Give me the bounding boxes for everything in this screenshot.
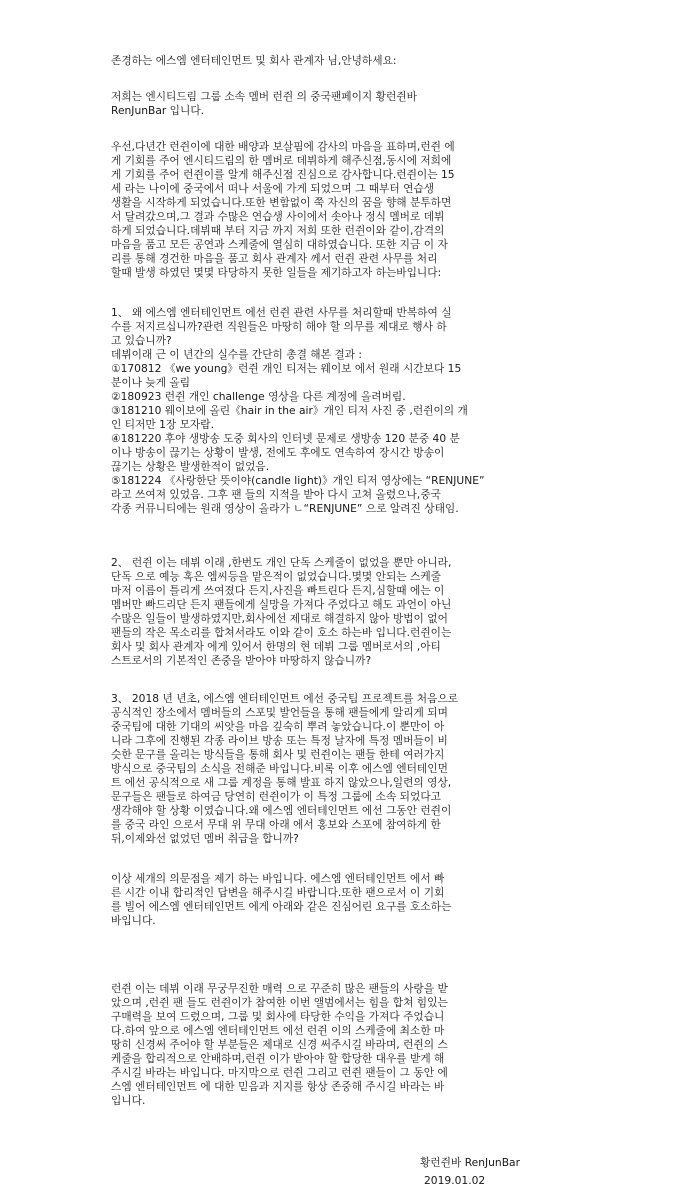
section1-line: 끊기는 상황은 발생한적이 없었음.: [111, 460, 270, 473]
section1-line: 각종 커뮤니티에는 원래 영상이 올라가 ㄴ“RENJUNE” 으로 알려진 상태임.: [111, 502, 459, 515]
section1-line: ①170812 《we young》런쥔 개인 티저는 웨이보 에서 원래 시간보다 15: [111, 362, 462, 375]
request-line: 를 빌어 에스엠 엔터테인먼트 에게 아래와 같은 진심어린 요구를 호소하는: [111, 900, 452, 913]
section1-line: ④181220 후야 생방송 도중 회사의 인터넷 문제로 생방송 120 분중 40 분: [111, 432, 460, 445]
closing-line: 았으며 ,런쥔 팬 들도 런쥔이가 참여한 이번 앨범에서는 힘을 합쳐 힘있는: [111, 996, 448, 1009]
thanks-line: 게 기회를 주어 엔시티드림의 한 멤버로 데뷔하게 해주신점,동시에 저희에: [111, 154, 452, 167]
closing-line: 런쥔 이는 데뷔 이래 무궁무진한 매력 으로 꾸준히 많은 팬들의 사랑을 받: [111, 982, 448, 995]
section1-line: 수를 저지르십니까?관련 직원들은 마땅히 해야 할 의무를 제대로 행사 하: [111, 320, 447, 333]
section3-line: 방식으로 중국팀의 소식을 전해준 바입니다.비록 이후 에스엠 엔터테인먼: [111, 762, 448, 775]
closing-line: 땅히 신경써 주어야 할 부분들은 제대로 신경 써주시길 바라며, 런쥔의 스: [111, 1038, 448, 1051]
section1-line: ③181210 웨이보에 올린《hair in the air》개인 티저 사진 중 ,런쥔이의 개: [111, 404, 468, 417]
section1-line: 라고 쓰여져 있었음. 그후 팬 들의 지적을 받아 다시 고쳐 올렸으나,중국: [111, 488, 441, 501]
section1-line: 1、 왜 에스엠 엔터테인먼트 에선 런쥔 관련 사무를 처리할때 반복하여 실: [111, 306, 452, 319]
closing-line: 스엠 엔터테인먼트 에 대한 믿음과 지지를 항상 존중해 주시길 바라는 바: [111, 1080, 445, 1093]
section2-line: 수많은 일들이 발생하였지만,회사에선 제대로 해결하지 않아 방법이 없어: [111, 612, 448, 625]
request-line: 바입니다.: [111, 914, 156, 927]
letter-date: 2019.01.02: [424, 1174, 486, 1187]
section1-line: 인 티저만 1장 모자람.: [111, 418, 214, 431]
section3-line: 생각해야 할 상황 이였습니다.왜 에스엠 엔터테인먼트 에선 그동안 런쥔이: [111, 804, 452, 817]
section1-line: 고 있습니까?: [111, 334, 172, 347]
section2-line: 마저 이름이 틀리게 쓰여졌다 든지,사진을 빠트린다 든지,심할때 에는 이: [111, 584, 445, 597]
request-line: 른 시간 이내 합리적인 답변을 해주시길 바랍니다.또한 팬으로서 이 기회: [111, 886, 445, 899]
request-line: 이상 세개의 의문점을 제기 하는 바입니다. 에스엠 엔터테인먼트 에서 빠: [111, 872, 445, 885]
thanks-line: 우선,다년간 런쥔이에 대한 배양과 보살핌에 감사의 마음을 표하며,런쥔 에: [111, 140, 455, 153]
section3-line: 3、 2018 년 년초, 에스엠 엔터테인먼트 에선 중국팀 프로젝트를 처음으로: [111, 692, 459, 705]
section2-line: 단독 으로 예능 혹은 엠씨등을 맡은적이 없었습니다.몇몇 안되는 스케줄: [111, 570, 441, 583]
section3-line: 중국팀에 대한 기대의 씨앗을 마음 깊숙히 뿌려 놓았습니다.이 뿐만이 아: [111, 720, 445, 733]
section3-line: 슷한 문구를 올리는 방식들을 통해 회사 및 런쥔이는 팬들 한테 여러가지: [111, 748, 445, 761]
thanks-line: 게 기회를 주어 런쥔이를 알게 해주신점 진심으로 감사합니다.런쥔이는 15: [111, 168, 455, 181]
section2-line: 스트로서의 기본적인 존중을 받아야 마땅하지 않습니까?: [111, 654, 372, 667]
thanks-line: 할때 발생 하였던 몇몇 타당하지 못한 일들을 제기하고자 하는바입니다:: [111, 266, 442, 279]
section3-line: 니라 그후에 진행된 각종 라이브 방송 또는 특정 날자에 특정 멤버들이 비: [111, 734, 448, 747]
section3-line: 를 중국 라인 으로서 무대 위 무대 아래 에서 홍보와 스포에 참여하게 한: [111, 818, 441, 831]
section1-line: ⑤181224 《사랑한단 뜻이야(candle light)》개인 티저 영상에는 “RENJUNE”: [111, 474, 485, 487]
thanks-line: 세 라는 나이에 중국에서 떠나 서울에 가게 되었으며 그 때부터 연습생: [111, 182, 435, 195]
thanks-line: 생활을 시작하게 되었습니다.또한 변함없이 쭉 자신의 꿈을 향해 분투하면: [111, 196, 452, 209]
section3-line: 뒤,이제와선 없었던 멤버 취급을 합니까?: [111, 832, 299, 845]
intro-line: RenJunBar 입니다.: [111, 104, 205, 117]
closing-line: 구매력을 보여 드렸으며, 그룹 및 회사에 타당한 수익을 가져다 주었습니: [111, 1010, 445, 1023]
section2-line: 회사 및 회사 관계자 에게 있어서 한명의 현 데뷔 그룹 멤버로서의 ,아티: [111, 640, 441, 653]
section1-line: 분이나 늦게 올림: [111, 376, 191, 389]
section1-line: 데뷔이래 근 이 년간의 실수를 간단히 총결 해본 결과 :: [111, 348, 362, 361]
signature: 황런쥔바 RenJunBar: [420, 1156, 520, 1169]
section3-line: 트 에선 공식적으로 새 그룹 계정을 통해 발표 하지 않았으나,일련의 영상,: [111, 776, 452, 789]
thanks-line: 리를 통해 경건한 마음을 품고 회사 관계자 께서 런쥔 관련 사무를 처리: [111, 252, 438, 265]
section2-line: 팬들의 작은 목소리를 합쳐서라도 이와 같이 호소 하는바 입니다.런쥔이는: [111, 626, 452, 639]
thanks-line: 서 달려갔으며,그 결과 수많은 연습생 사이에서 솟아나 정식 멤버로 데뷔: [111, 210, 445, 223]
closing-line: 입니다.: [111, 1094, 146, 1107]
thanks-line: 하게 되었습니다.데뷔때 부터 지금 까지 저희 또한 런쥔이와 같이,감격의: [111, 224, 445, 237]
intro-line: 저희는 엔시티드림 그룹 소속 멤버 런쥔 의 중국팬페이지 황런쥔바: [111, 90, 417, 103]
section3-line: 공식적인 장소에서 멤버들의 스포및 발언들을 통해 팬들에게 알리게 되며: [111, 706, 448, 719]
section2-line: 멤버만 빠드리단 든지 팬들에게 실망을 가져다 주었다고 해도 과언이 아닌: [111, 598, 452, 611]
section2-line: 2、 런쥔 이는 데뷔 이래 ,한번도 개인 단독 스케줄이 없었을 뿐만 아니라,: [111, 556, 452, 569]
closing-line: 주시길 바라는 바입니다. 마지막으로 런쥔 그리고 런쥔 팬들이 그 동안 에: [111, 1066, 448, 1079]
closing-line: 다.하여 앞으로 에스엠 엔터테인먼트 에선 런쥔 이의 스케줄에 최소한 마: [111, 1024, 445, 1037]
thanks-line: 마음을 품고 모든 공연과 스케줄에 열심히 대하였습니다. 또한 지금 이 자: [111, 238, 448, 251]
closing-line: 케줄을 합리적으로 안배하며,런쥔 이가 받아야 할 합당한 대우를 받게 해: [111, 1052, 445, 1065]
greeting-line: 존경하는 에스엠 엔터테인먼트 및 회사 관계자 님,안녕하세요:: [111, 54, 397, 67]
section3-line: 문구들은 팬들로 하여금 당연히 런쥔이가 이 특정 그룹에 소속 되었다고: [111, 790, 441, 803]
section1-line: 이나 방송이 끊기는 상황이 발생, 전에도 후에도 연속하여 장시간 방송이: [111, 446, 445, 459]
section1-line: ②180923 런쥔 개인 challenge 영상을 다른 계정에 올려버림.: [111, 390, 406, 403]
